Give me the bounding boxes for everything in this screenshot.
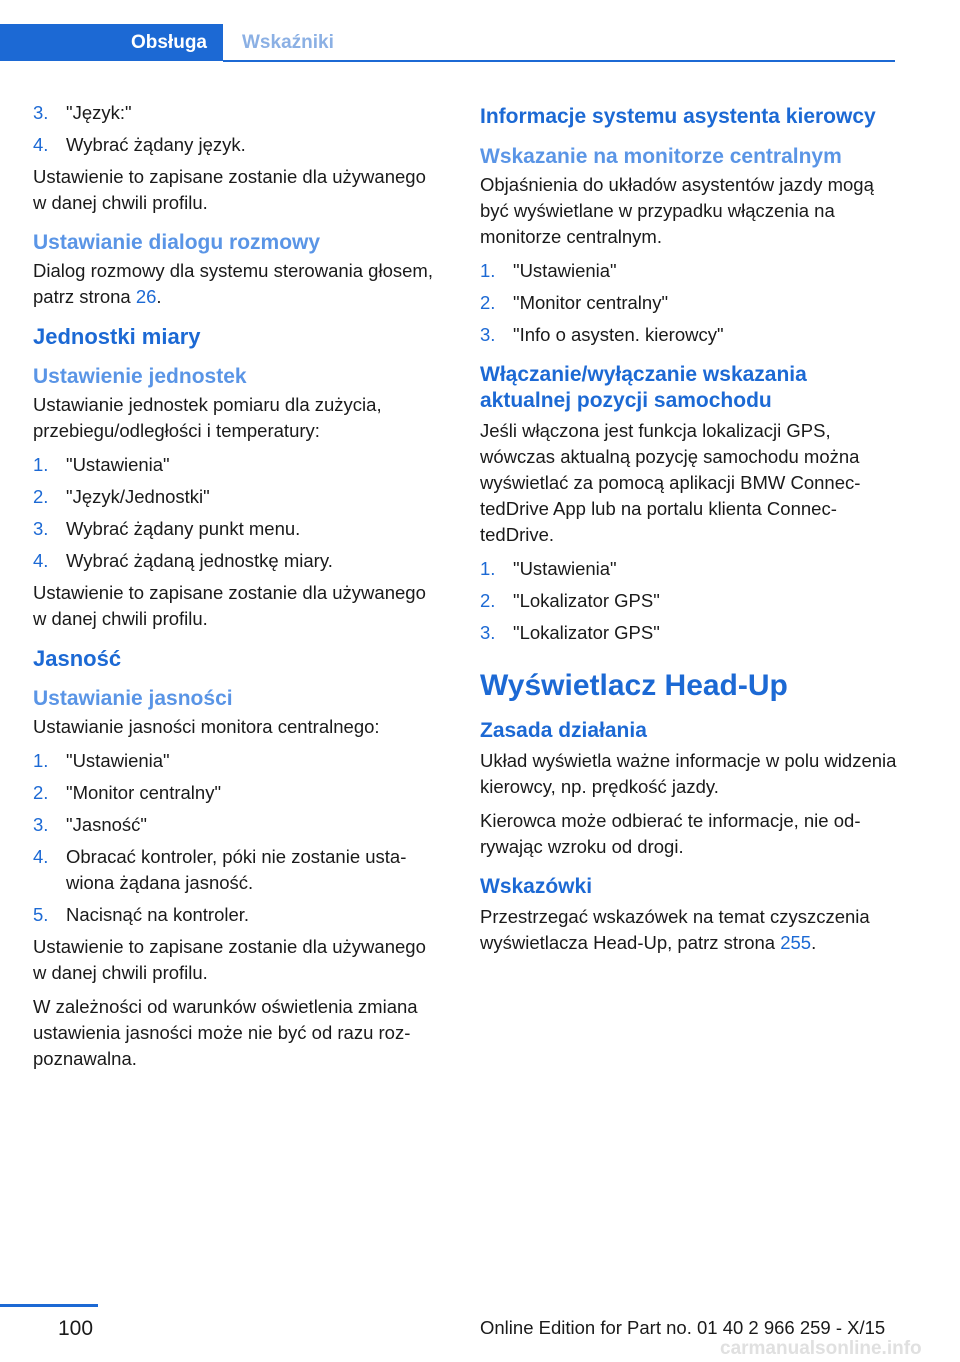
brightness-text: Ustawianie jasności monitora centralnego: <box>33 716 380 737</box>
list-item: 3. "Jasność" <box>33 814 148 835</box>
heading-monitor: Wskazanie na monitorze centralnym <box>480 145 842 168</box>
heading-hud: Wyświetlacz Head-Up <box>480 669 788 702</box>
right-column <box>480 100 900 964</box>
list-item: 1. "Ustawienia" <box>33 750 170 771</box>
heading-position: Włączanie/wyłączanie wskazania aktualnej pozycji samochodu <box>480 363 807 412</box>
list-item: 2. "Monitor centralny" <box>33 782 222 803</box>
heading-principle: Zasada działania <box>480 719 647 742</box>
footer-rule <box>0 1304 98 1307</box>
list-item: 3. "Lokalizator GPS" <box>480 622 660 643</box>
list-item: 1. "Ustawienia" <box>480 558 617 579</box>
tab-wskazniki[interactable]: Wskaźniki <box>242 31 334 53</box>
heading-dialog: Ustawianie dialogu rozmowy <box>33 231 321 254</box>
page-ref-link[interactable]: 255 <box>780 932 812 953</box>
gps-steps <box>480 556 900 646</box>
list-item: 1. "Ustawienia" <box>33 454 170 475</box>
list-item: 3. Wybrać żądany punkt menu. <box>33 518 301 539</box>
lighting-note: W zależności od warunków oświetlenia zmiana ustawienia jasności może nie być od razu rozpoznawalna. <box>33 996 418 1069</box>
page-number: 100 <box>58 1317 94 1340</box>
units-steps <box>33 452 443 574</box>
list-item: 2. "Lokalizator GPS" <box>480 590 660 611</box>
heading-hints: Wskazówki <box>480 875 593 898</box>
dialog-text: Dialog rozmowy dla systemu sterowania głosem, patrz strona 26. <box>33 260 433 307</box>
list-item: 3. "Info o asysten. kierowcy" <box>480 324 724 345</box>
principle-text-1: Układ wyświetla ważne informacje w polu widzenia kierowcy, np. prędkość jazdy. <box>480 750 897 797</box>
header-underline <box>223 60 895 62</box>
list-item: 4. Obracać kontroler, póki nie zostanie ustawiona żądana jasność. <box>33 846 407 893</box>
page-ref-link[interactable]: 26 <box>135 286 157 307</box>
language-steps <box>33 100 443 158</box>
edition-text: Online Edition for Part no. 01 40 2 966 259 - X/15 <box>480 1317 886 1338</box>
heading-driver-info: Informacje systemu asystenta kierowcy <box>480 105 876 128</box>
list-item: 5. Nacisnąć na kontroler. <box>33 904 250 925</box>
heading-brightness-section: Jasność <box>33 646 122 671</box>
list-item: 4. Wybrać żądaną jednostkę miary. <box>33 550 333 571</box>
monitor-text: Objaśnienia do układów asystentów jazdy mogą być wyświetlane w przypadku włączenia na monitorze centralnym. <box>480 174 874 247</box>
list-item: 3. "Język:" <box>33 102 132 123</box>
saved-note: Ustawienie to zapisane zostanie dla używanego w danej chwili profilu. <box>33 936 426 983</box>
heading-units-sub: Ustawienie jednostek <box>33 365 247 388</box>
position-text: Jeśli włączona jest funkcja lokalizacji GPS, wówczas aktualną pozycję samochodu można wyświetlać za pomocą aplikacji BMW ConnectedDrive App lub na portalu klienta ConnectedDrive. <box>480 420 861 545</box>
left-column <box>33 100 443 1080</box>
saved-note: Ustawienie to zapisane zostanie dla używanego w danej chwili profilu. <box>33 582 426 629</box>
list-item: 2. "Monitor centralny" <box>480 292 669 313</box>
saved-note: Ustawienie to zapisane zostanie dla używanego w danej chwili profilu. <box>33 166 426 213</box>
brightness-steps <box>33 748 443 928</box>
heading-brightness-sub: Ustawianie jasności <box>33 687 233 710</box>
watermark: carmanualsonline.info <box>720 1338 922 1359</box>
list-item: 1. "Ustawienia" <box>480 260 617 281</box>
monitor-steps <box>480 258 900 348</box>
units-text: Ustawianie jednostek pomiaru dla zużycia, przebiegu/odległości i temperatury: <box>33 394 382 441</box>
heading-units-section: Jednostki miary <box>33 324 201 349</box>
hints-text: Przestrzegać wskazówek na temat czyszczenia wyświetlacza Head-Up, patrz strona 255. <box>480 906 870 953</box>
tab-obsluga[interactable]: Obsługa <box>0 24 223 61</box>
list-item: 4. Wybrać żądany język. <box>33 134 246 155</box>
header-tabbar <box>0 24 895 62</box>
list-item: 2. "Język/Jednostki" <box>33 486 210 507</box>
principle-text-2: Kierowca może odbierać te informacje, nie odrywając wzroku od drogi. <box>480 810 861 857</box>
